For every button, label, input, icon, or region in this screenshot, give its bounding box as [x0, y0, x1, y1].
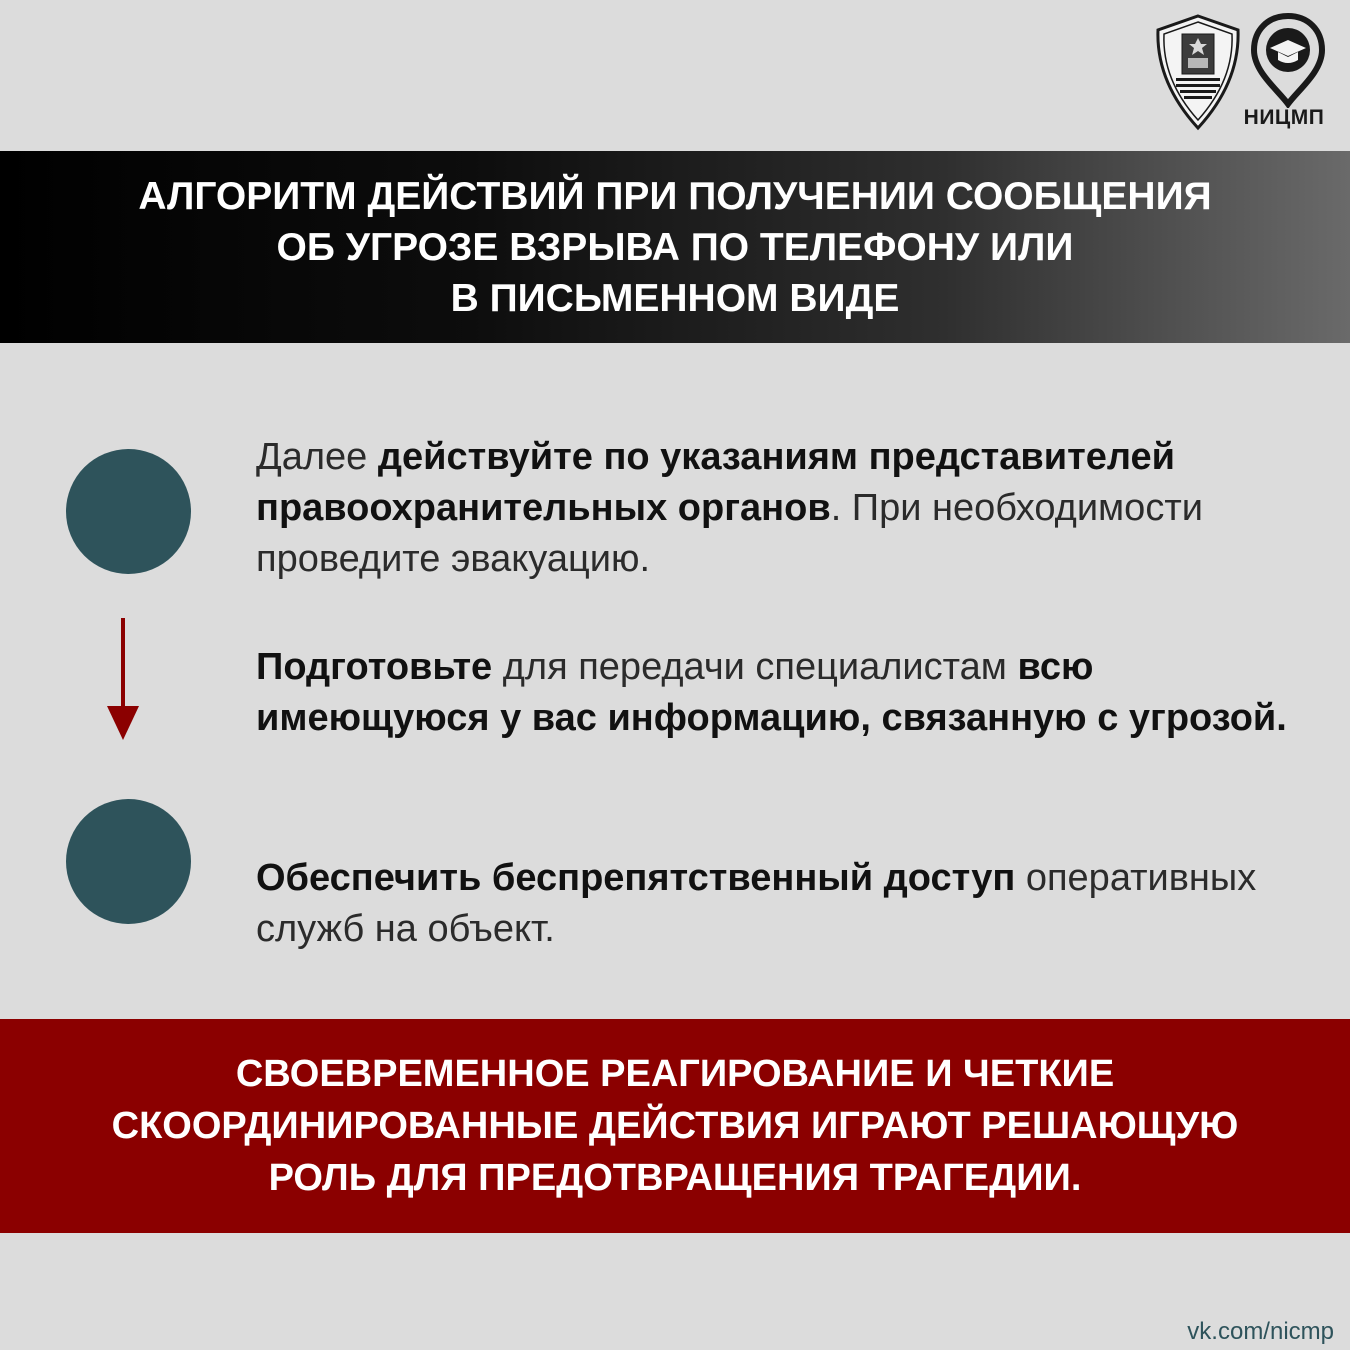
step-prepare-info	[256, 642, 1316, 744]
location-pin-graduation-cap-icon	[1248, 12, 1328, 108]
step-ensure-access	[256, 853, 1316, 955]
brand-name: НИЦМП	[1243, 106, 1325, 129]
footer-message: СВОЕВРЕМЕННОЕ РЕАГИРОВАНИЕ И ЧЕТКИЕ СКООРДИНИРОВАННЫЕ ДЕЙСТВИЯ ИГРАЮТ РЕШАЮЩУЮ РОЛЬ ДЛЯ ПРЕДОТВРАЩЕНИЯ ТРАГЕДИИ.	[111, 1053, 1239, 1199]
step-text-bold: всю имеющуюся у вас информацию, связанную с угрозой.	[256, 646, 1287, 739]
step-text: Далее	[256, 436, 378, 478]
timeline-dot	[66, 449, 191, 574]
step-text: для передачи специалистам	[492, 646, 1018, 688]
arrow-down-icon	[105, 618, 141, 742]
step-text-bold: Обеспечить беспрепятственный доступ	[256, 857, 1016, 899]
footer-band	[0, 1019, 1350, 1233]
anti-terror-commission-emblem	[1152, 12, 1244, 132]
step-text: оперативных служб на объект.	[256, 857, 1257, 950]
logos	[1152, 12, 1332, 136]
header-band	[0, 151, 1350, 343]
page-title: АЛГОРИТМ ДЕЙСТВИЙ ПРИ ПОЛУЧЕНИИ СООБЩЕНИЯ ОБ УГРОЗЕ ВЗРЫВА ПО ТЕЛЕФОНУ ИЛИ В ПИСЬМЕННОМ ВИДЕ	[138, 174, 1212, 320]
step-follow-instructions	[256, 432, 1316, 585]
step-text-bold: Подготовьте	[256, 646, 493, 688]
vk-link[interactable]: vk.com/nicmp	[1187, 1318, 1334, 1345]
timeline-dot	[66, 799, 191, 924]
step-text: . При необходимости проведите эвакуацию.	[256, 487, 1203, 580]
step-text-bold: действуйте по указаниям представителей правоохранительных органов	[256, 436, 1175, 529]
